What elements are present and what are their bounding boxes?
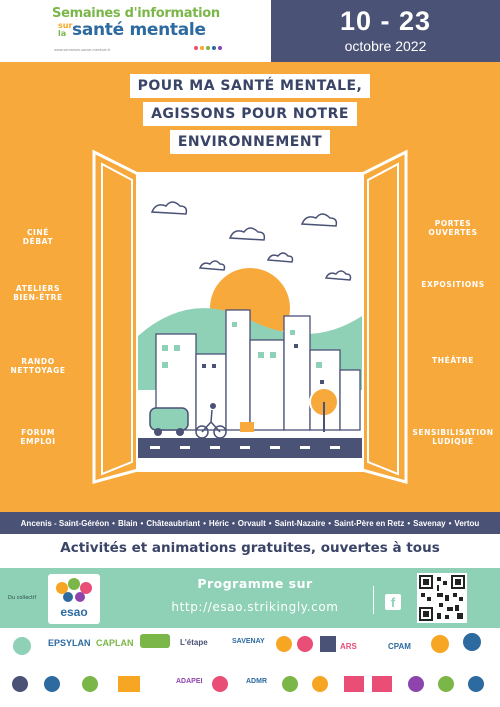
city: Savenay <box>413 518 446 528</box>
semaines-sante-mentale-logo[interactable] <box>52 6 222 60</box>
activity-ateliers-bien-etre: ATELIERS BIEN-ÊTRE <box>13 284 63 303</box>
city: Héric <box>208 518 229 528</box>
city: Ancenis - Saint-Géréon <box>20 518 110 528</box>
activity-expositions: EXPOSITIONS <box>421 280 485 289</box>
partner-logo[interactable]: EPSYLAN <box>48 638 91 648</box>
programme-url[interactable]: http://esao.strikingly.com <box>171 600 339 614</box>
logo-line2: santé mentale <box>72 20 206 40</box>
cities-strip: Ancenis - Saint-Géréon • Blain • Châteaubriant • Héric • Orvault • Saint-Nazaire • Saint-Père en Retz • Savenay • Vertou <box>0 512 500 534</box>
facebook-icon[interactable]: f <box>385 594 401 610</box>
partner-logo[interactable]: ADMR <box>246 678 267 685</box>
partners-logos <box>0 628 500 707</box>
logo-la: la <box>58 29 67 38</box>
city: Châteaubriant <box>146 518 201 528</box>
collectif-label: Du collectif <box>8 595 37 601</box>
city: Orvault <box>237 518 266 528</box>
city: Blain <box>117 518 138 528</box>
activity-portes-ouvertes: PORTES OUVERTES <box>428 219 478 238</box>
title-line-2: AGISSONS POUR NOTRE <box>143 102 357 126</box>
programme-title: Programme sur <box>197 576 313 591</box>
esao-label: esao <box>60 605 88 619</box>
logo-line1: Semaines d'information <box>52 6 220 21</box>
programme-band <box>0 568 500 628</box>
logo-sur: sur <box>58 21 73 30</box>
divider <box>373 586 374 614</box>
esao-logo[interactable] <box>48 574 100 624</box>
title-line-3: ENVIRONNEMENT <box>170 130 330 154</box>
partner-logo[interactable]: L'étape <box>180 638 208 647</box>
activity-theatre: THÉÂTRE <box>432 356 474 365</box>
header <box>0 0 500 62</box>
partner-logo[interactable]: SAVENAY <box>232 638 265 645</box>
city: Vertou <box>454 518 480 528</box>
city: Saint-Nazaire <box>274 518 326 528</box>
logo-dots <box>194 46 222 50</box>
partner-logo[interactable]: CPAM <box>388 642 411 651</box>
partner-logo[interactable]: ADAPEI <box>176 678 203 685</box>
date-box <box>271 0 500 62</box>
logo-tagline: www.semaines-sante-mentale.fr <box>54 48 111 52</box>
activity-forum-emploi: FORUM EMPLOI <box>20 428 56 447</box>
partner-marks <box>0 628 500 707</box>
activity-sensibilisation-ludique: SENSIBILISATION LUDIQUE <box>412 428 494 447</box>
date-month: octobre 2022 <box>344 38 427 54</box>
partner-logo[interactable]: CAPLAN <box>96 638 134 648</box>
city: Saint-Père en Retz <box>334 518 405 528</box>
tagline: Activités et animations gratuites, ouvertes à tous <box>60 540 440 556</box>
qr-code[interactable] <box>417 573 467 623</box>
activity-rando-nettoyage: RANDO NETTOYAGE <box>10 357 66 376</box>
window-city-illustration <box>80 140 420 490</box>
activity-cine-debat: CINÉ DÉBAT <box>22 228 54 247</box>
partner-logo[interactable]: ARS <box>340 642 357 651</box>
date-range: 10 - 23 <box>339 6 432 36</box>
title-line-1: POUR MA SANTÉ MENTALE, <box>130 74 371 98</box>
